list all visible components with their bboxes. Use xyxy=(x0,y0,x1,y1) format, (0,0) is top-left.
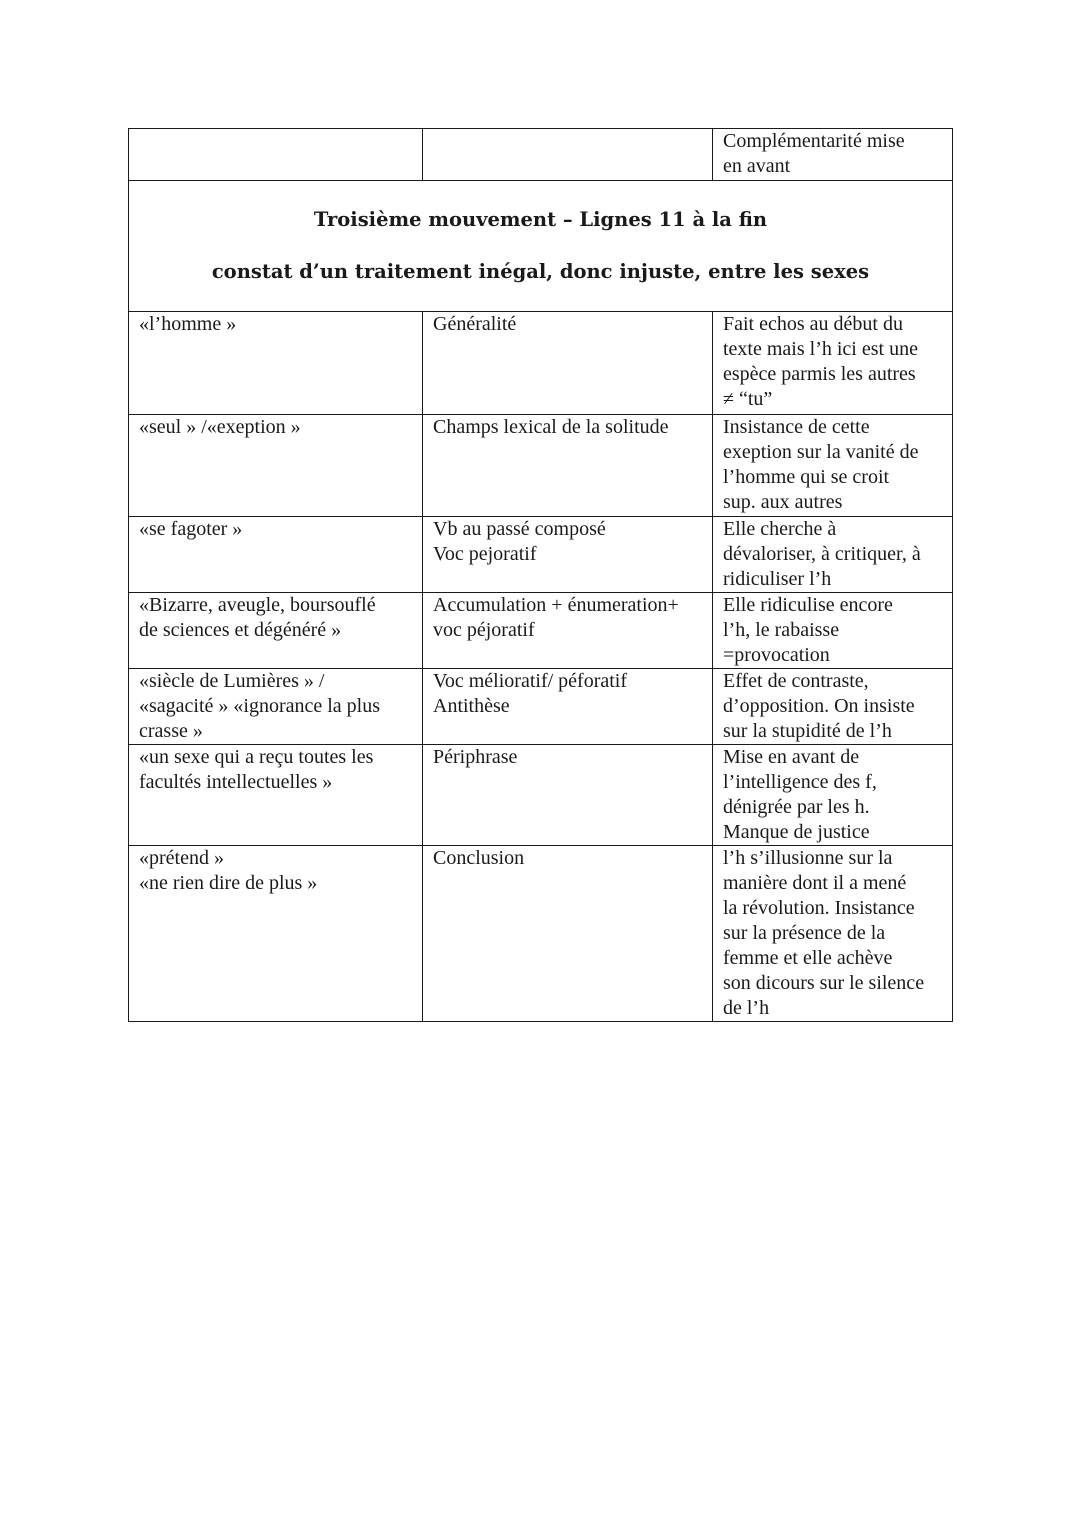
interpretation-cell: Elle ridiculise encore l’h, le rabaisse =provocation xyxy=(713,593,953,669)
technique-cell: Voc mélioratif/ péforatif Antithèse xyxy=(423,669,713,745)
quote-cell: «l’homme » xyxy=(129,312,423,415)
section-heading-row xyxy=(129,181,953,312)
quote-cell: «siècle de Lumières » / «sagacité » «ignorance la plus crasse » xyxy=(129,669,423,745)
table-row xyxy=(129,415,953,517)
analysis-table xyxy=(128,128,953,1022)
quote-cell: «prétend » «ne rien dire de plus » xyxy=(129,846,423,1022)
table-row xyxy=(129,593,953,669)
quote-cell: «un sexe qui a reçu toutes les facultés intellectuelles » xyxy=(129,745,423,846)
table-row xyxy=(129,669,953,745)
technique-cell: Vb au passé composé Voc pejoratif xyxy=(423,517,713,593)
top-cell-interpretation: Complémentarité mise en avant xyxy=(713,129,953,181)
technique-cell: Accumulation + énumeration+ voc péjoratif xyxy=(423,593,713,669)
technique-cell: Conclusion xyxy=(423,846,713,1022)
section-heading xyxy=(129,181,953,312)
quote-cell: «se fagoter » xyxy=(129,517,423,593)
interpretation-cell: Mise en avant de l’intelligence des f, dénigrée par les h. Manque de justice xyxy=(713,745,953,846)
interpretation-cell: Effet de contraste, d’opposition. On insiste sur la stupidité de l’h xyxy=(713,669,953,745)
technique-cell: Généralité xyxy=(423,312,713,415)
section-title: Troisième mouvement – Lignes 11 à la fin xyxy=(313,208,768,231)
interpretation-cell: Elle cherche à dévaloriser, à critiquer, à ridiculiser l’h xyxy=(713,517,953,593)
table-row xyxy=(129,312,953,415)
quote-cell: «Bizarre, aveugle, boursouflé de sciences et dégénéré » xyxy=(129,593,423,669)
interpretation-cell: l’h s’illusionne sur la manière dont il a mené la révolution. Insistance sur la présence de la femme et elle achève son dicours sur le silence de l’h xyxy=(713,846,953,1022)
interpretation-cell: Fait echos au début du texte mais l’h ici est une espèce parmis les autres ≠ “tu” xyxy=(713,312,953,415)
table-row-top xyxy=(129,129,953,181)
technique-cell: Périphrase xyxy=(423,745,713,846)
section-subtitle: constat d’un traitement inégal, donc injuste, entre les sexes xyxy=(211,260,870,283)
table-row xyxy=(129,846,953,1022)
top-cell-technique xyxy=(423,129,713,181)
quote-cell: «seul » /«exeption » xyxy=(129,415,423,517)
technique-cell: Champs lexical de la solitude xyxy=(423,415,713,517)
table-row xyxy=(129,745,953,846)
interpretation-cell: Insistance de cette exeption sur la vanité de l’homme qui se croit sup. aux autres xyxy=(713,415,953,517)
top-cell-quote xyxy=(129,129,423,181)
table-row xyxy=(129,517,953,593)
